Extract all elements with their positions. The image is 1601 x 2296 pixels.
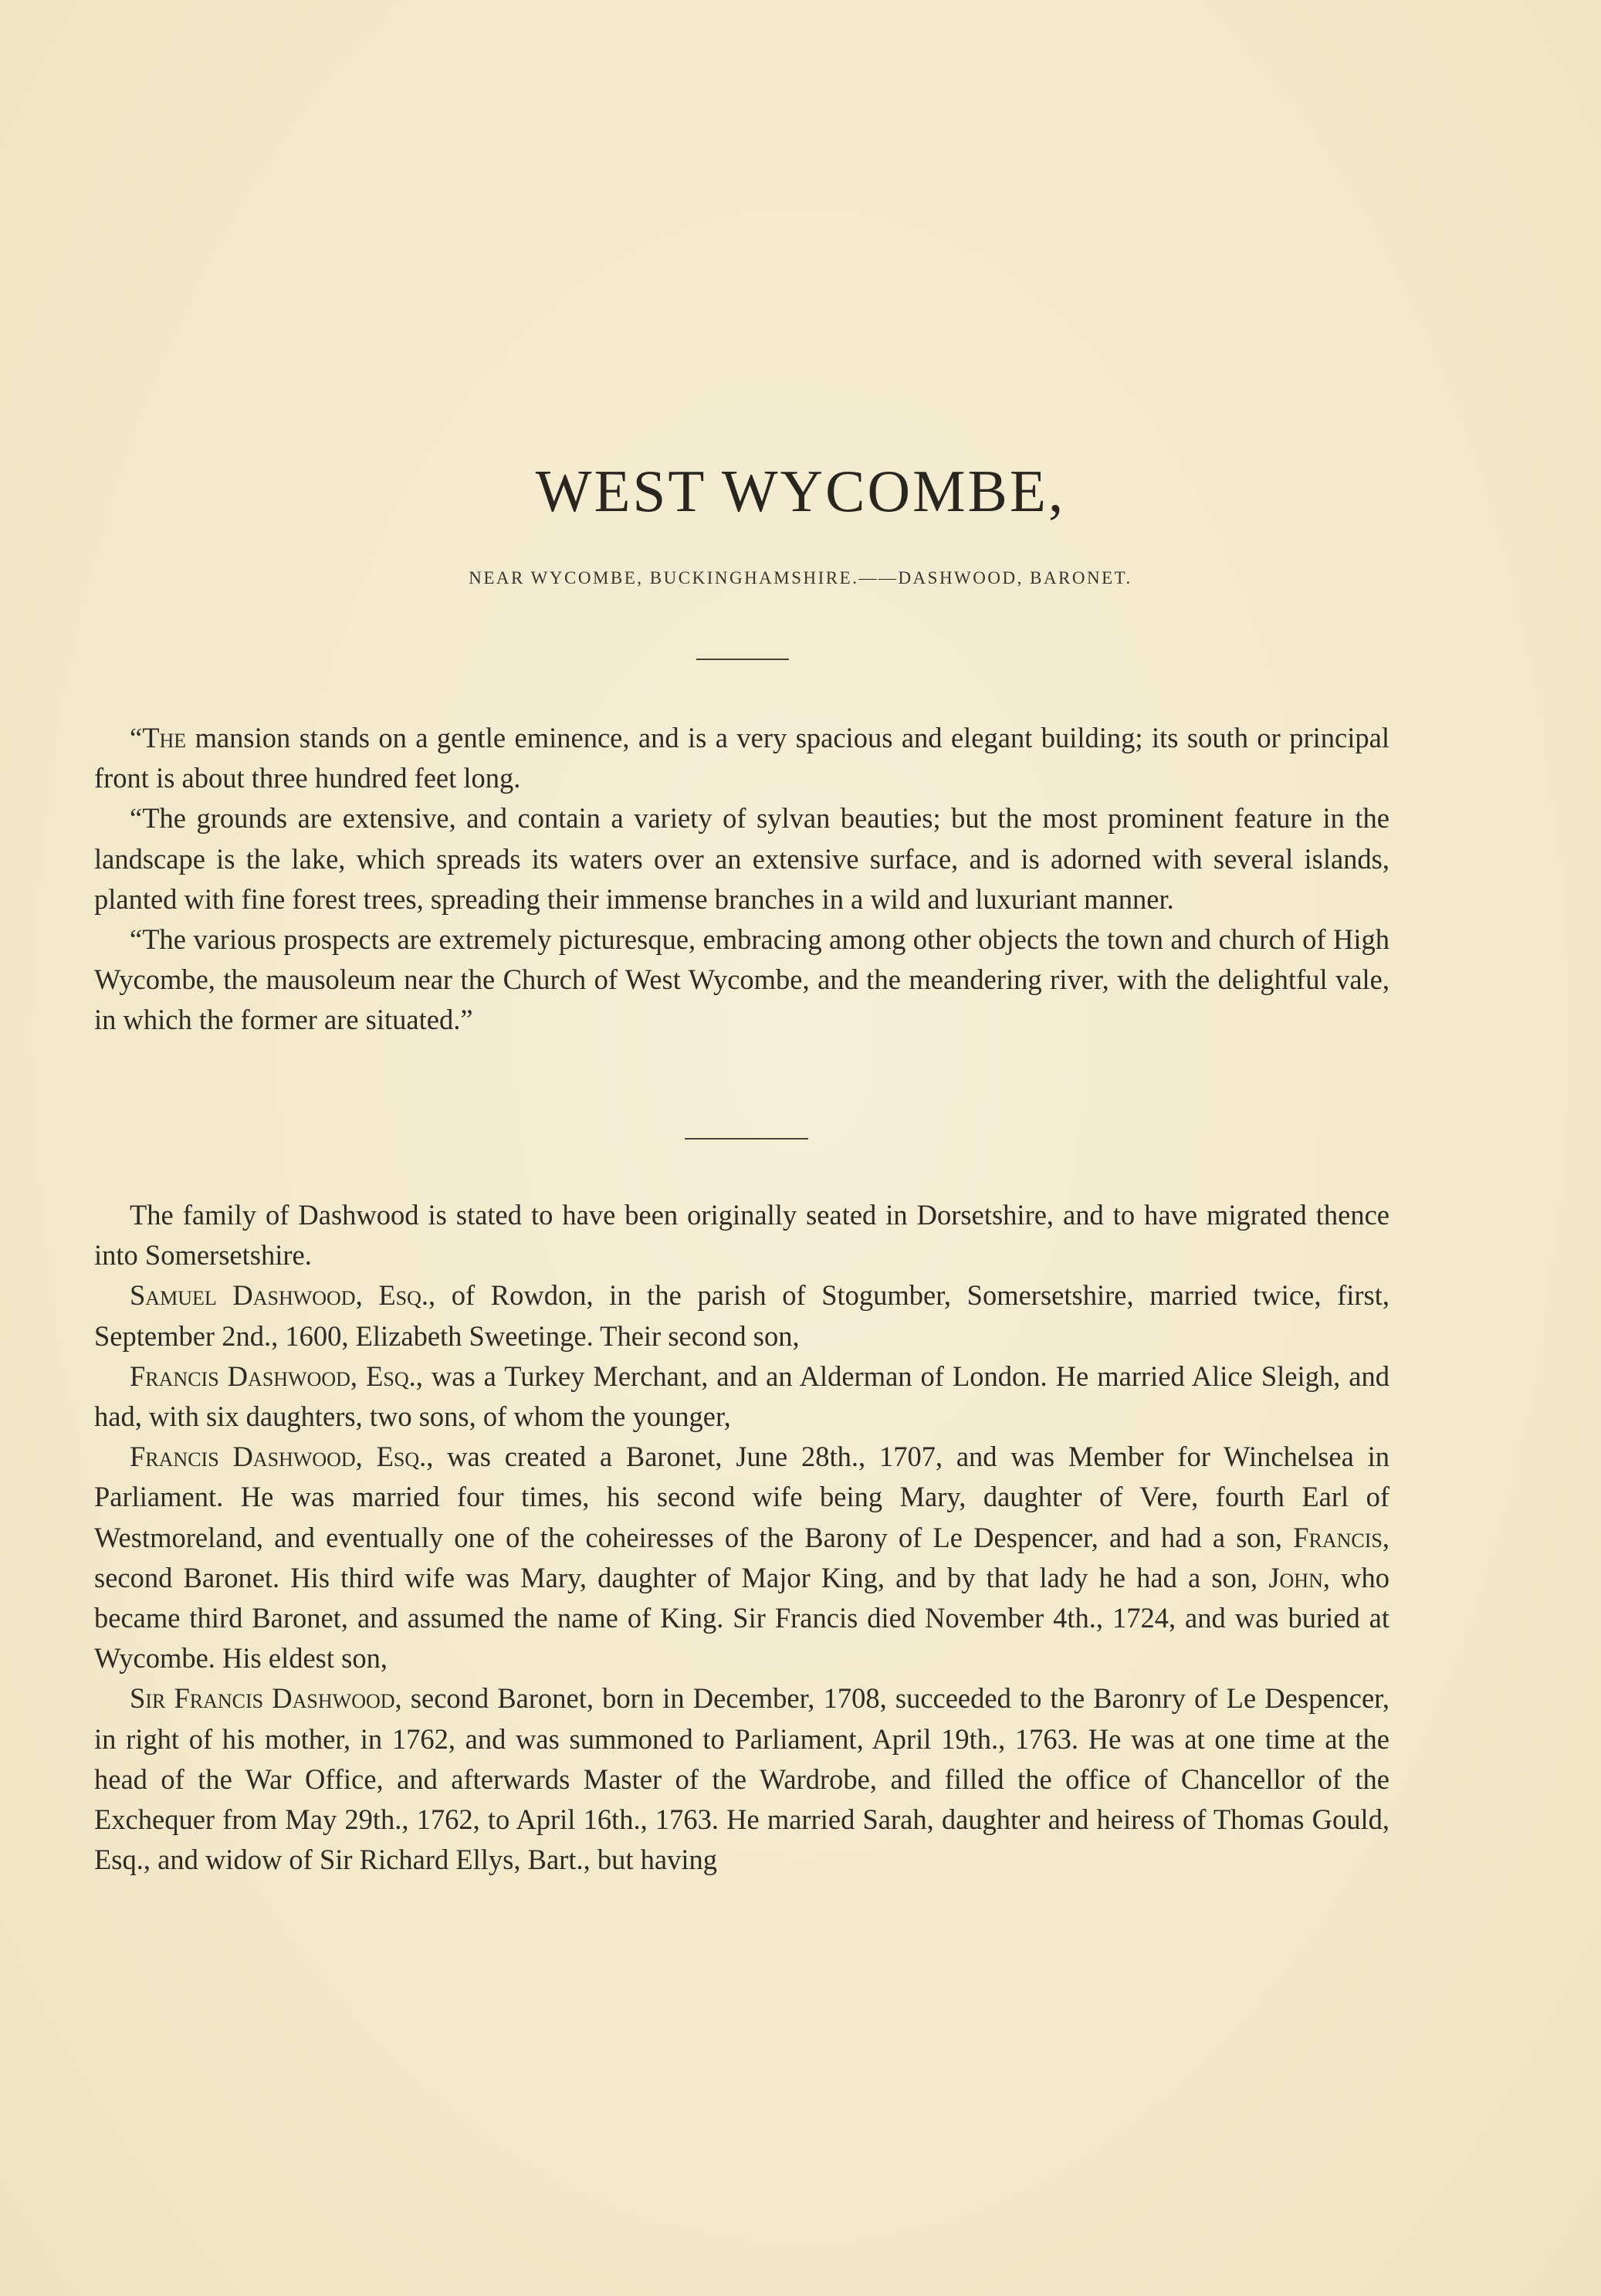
family-paragraph-4-text-c: , who became third Baronet, and assumed the name of King. Sir Francis died November 4th., 1724, and was buried at Wycombe. His eldest son,	[94, 1561, 1390, 1675]
page-subtitle: NEAR WYCOMBE, BUCKINGHAMSHIRE.——DASHWOOD, BARONET.	[469, 568, 1132, 588]
quote-paragraph-3: “The various prospects are extremely picturesque, embracing among other objects the town and church of High Wycombe, the mausoleum near the Church of West Wycombe, and the meandering river, with the delightful vale, in which the former are situated.”	[94, 923, 1389, 1036]
family-paragraph-1: The family of Dashwood is stated to have been originally seated in Dorsetshire, and to have migrated thence into Somersetshire.	[94, 1199, 1389, 1272]
family-paragraph-5-text: , second Baronet, born in December, 1708, succeeded to the Baronry of Le Despencer, in right of his mother, in 1762, and was summoned to Parliament, April 19th., 1763. He was at one time at the head of the War Office, and afterwards Master of the Wardrobe, and filled the office of Chancellor of the Exchequer from May 29th., 1762, to April 16th., 1763. He married Sarah, daughter and heiress of Thomas Gould, Esq., and widow of Sir Richard Ellys, Bart., but having	[94, 1682, 1389, 1876]
person-name: Samuel Dashwood, Esq.	[130, 1279, 428, 1312]
family-history	[94, 1195, 1389, 1880]
divider-rule-middle	[685, 1138, 808, 1140]
family-paragraph-2-text: , of Rowdon, in the parish of Stogumber, Somersetshire, married twice, first, September 2nd., 1600, Elizabeth Sweetinge. Their second son,	[94, 1279, 1389, 1352]
family-paragraph-2	[94, 1275, 1389, 1356]
person-name: Sir Francis Dashwood	[130, 1682, 395, 1715]
page-title: WEST WYCOMBE,	[535, 458, 1066, 524]
family-paragraph-3	[94, 1356, 1389, 1437]
divider-rule-top	[696, 659, 789, 660]
person-name: John	[1268, 1561, 1323, 1593]
family-paragraph-4-text-b: , second Baronet. His third wife was Mary, daughter of Major King, and by that lady he had a son,	[94, 1521, 1389, 1593]
quote-paragraph-1-text: mansion stands on a gentle eminence, and is a very spacious and elegant building; its south or principal front is about three hundred feet long.	[94, 722, 1389, 794]
family-paragraph-3-text: , was a Turkey Merchant, and an Alderman of London. He married Alice Sleigh, and had, with six daughters, two sons, of whom the younger,	[94, 1360, 1389, 1433]
person-name: Francis Dashwood, Esq.	[130, 1441, 427, 1473]
family-paragraph-4	[94, 1437, 1389, 1678]
person-name: Francis	[1293, 1521, 1383, 1553]
person-name: Francis Dashwood, Esq.	[130, 1360, 416, 1392]
quote-opening-word: “The	[130, 722, 187, 753]
family-paragraph-5	[94, 1678, 1389, 1880]
quote-paragraph-2: “The grounds are extensive, and contain a variety of sylvan beauties; but the most prominent feature in the landscape is the lake, which spreads its waters over an extensive surface, and is adorned with several islands, planted with fine forest trees, spreading their immense branches in a wild and luxuriant manner.	[94, 802, 1389, 915]
quote-paragraph-1	[94, 718, 1389, 798]
family-paragraph-4-text-a: , was created a Baronet, June 28th., 1707, and was Member for Winchelsea in Parliament. He was married four times, his second wife being Mary, daughter of Vere, fourth Earl of Westmoreland, and eventually one of the coheiresses of the Barony of Le Despencer, and had a son,	[94, 1441, 1389, 1553]
quoted-description	[94, 718, 1389, 1041]
